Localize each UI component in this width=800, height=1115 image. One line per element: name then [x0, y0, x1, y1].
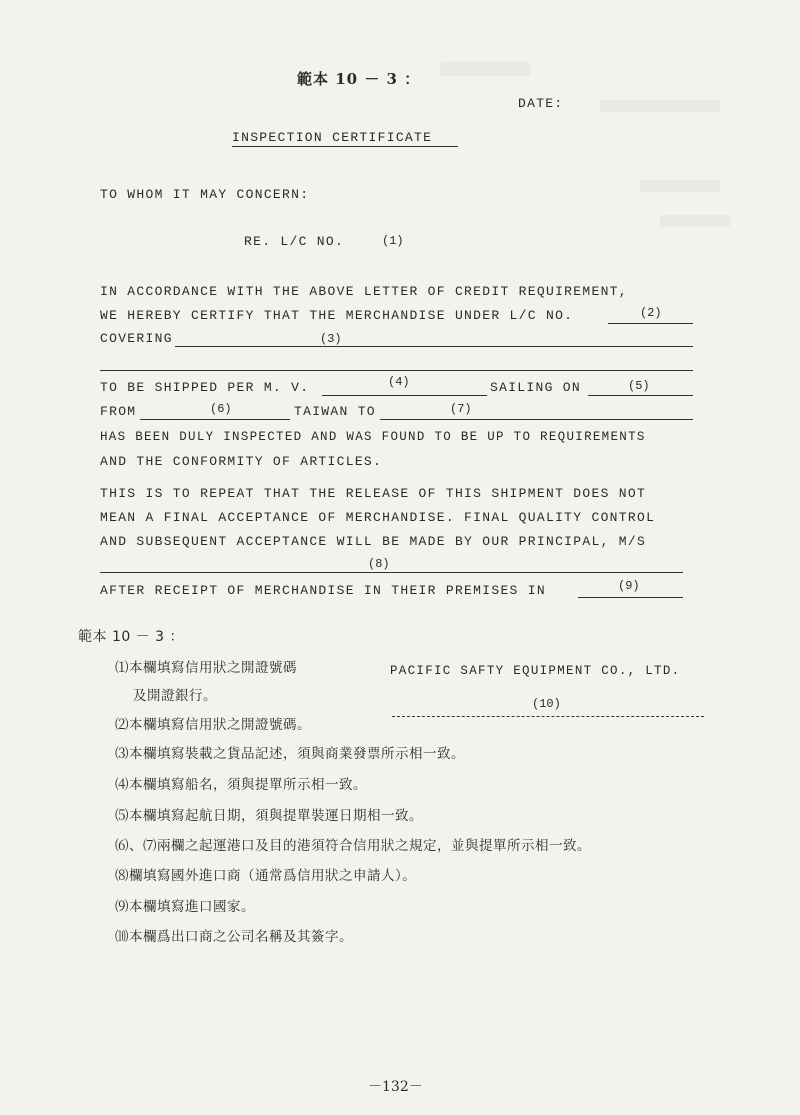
field-8-line — [100, 572, 683, 573]
field-4-line — [322, 395, 487, 396]
show-through — [660, 215, 730, 227]
field-3-line-2 — [100, 370, 693, 371]
notes-heading: 範本 10 － 3 ： — [78, 629, 185, 645]
field-9-line — [578, 597, 683, 598]
field-2-marker: (2) — [640, 306, 662, 320]
paragraph-3-line-1: THIS IS TO REPEAT THAT THE RELEASE OF THIS SHIPMENT DOES NOT — [100, 486, 647, 501]
field-4-marker: (4) — [388, 375, 410, 389]
note-item: ⑶本欄填寫裝載之貨品記述，須與商業發票所示相一致。 — [115, 746, 465, 762]
note-item: ⑷本欄填寫船名，須與提單所示相一致。 — [115, 777, 367, 793]
field-5-line — [588, 395, 693, 396]
paragraph-3-line-2: MEAN A FINAL ACCEPTANCE OF MERCHANDISE. FINAL QUALITY CONTROL — [100, 510, 656, 525]
field-9-marker: (9) — [618, 579, 640, 593]
paragraph-2-line-1: HAS BEEN DULY INSPECTED AND WAS FOUND TO BE UP TO REQUIREMENTS — [100, 430, 646, 444]
note-item: ⑼本欄填寫進口國家。 — [115, 899, 255, 915]
note-item: ⑴本欄填寫信用狀之開證號碼 — [115, 660, 297, 676]
note-item: ⑹、⑺兩欄之起運港口及目的港須符合信用狀之規定，並與提單所示相一致。 — [115, 838, 591, 854]
from-label: FROM — [100, 404, 137, 419]
paragraph-1-line-2: WE HEREBY CERTIFY THAT THE MERCHANDISE UNDER L/C NO. — [100, 308, 574, 323]
date-label: DATE: — [518, 96, 564, 111]
note-item: ⑵本欄填寫信用狀之開證號碼。 — [115, 717, 311, 733]
note-item: ⑸本欄填寫起航日期，須與提單裝運日期相一致。 — [115, 808, 423, 824]
note-item: ⑽本欄爲出口商之公司名稱及其簽字。 — [115, 929, 353, 945]
note-item: 及開證銀行。 — [133, 688, 217, 704]
field-3-line — [175, 346, 693, 347]
title-underline — [232, 146, 458, 147]
show-through — [600, 100, 720, 112]
taiwan-to-label: TAIWAN TO — [294, 404, 376, 419]
show-through — [640, 180, 720, 192]
company-name: PACIFIC SAFTY EQUIPMENT CO., LTD. — [390, 664, 681, 678]
field-6-line — [140, 419, 290, 420]
paragraph-3-line-3: AND SUBSEQUENT ACCEPTANCE WILL BE MADE BY OUR PRINCIPAL, M/S — [100, 534, 647, 549]
note-item: ⑻欄填寫國外進口商（通常爲信用狀之申請人）。 — [115, 868, 417, 884]
sailing-on-label: SAILING ON — [490, 380, 582, 395]
shipped-per-label: TO BE SHIPPED PER M. V. — [100, 380, 310, 395]
field-5-marker: (5) — [628, 379, 650, 393]
paragraph-4: AFTER RECEIPT OF MERCHANDISE IN THEIR PREMISES IN — [100, 583, 546, 598]
field-3-marker: (3) — [320, 332, 342, 346]
document-title: INSPECTION CERTIFICATE — [232, 130, 433, 145]
salutation: TO WHOM IT MAY CONCERN: — [100, 187, 310, 202]
paragraph-1-line-1: IN ACCORDANCE WITH THE ABOVE LETTER OF CREDIT REQUIREMENT, — [100, 284, 628, 299]
field-7-marker: (7) — [450, 402, 472, 416]
show-through — [440, 62, 530, 76]
field-1-marker: (1) — [382, 234, 404, 248]
page-number: －132－ — [368, 1079, 423, 1095]
paragraph-2-line-2: AND THE CONFORMITY OF ARTICLES. — [100, 454, 383, 469]
field-7-line — [380, 419, 693, 420]
re-lc-label: RE. L/C NO. — [244, 234, 345, 249]
field-6-marker: (6) — [210, 402, 232, 416]
field-2-line — [608, 323, 693, 324]
signature-line — [392, 716, 704, 717]
field-10-marker: (10) — [532, 697, 561, 711]
field-8-marker: (8) — [368, 557, 390, 571]
covering-label: COVERING — [100, 331, 173, 346]
sample-label: 範本 10 － 3 ： — [297, 70, 421, 88]
